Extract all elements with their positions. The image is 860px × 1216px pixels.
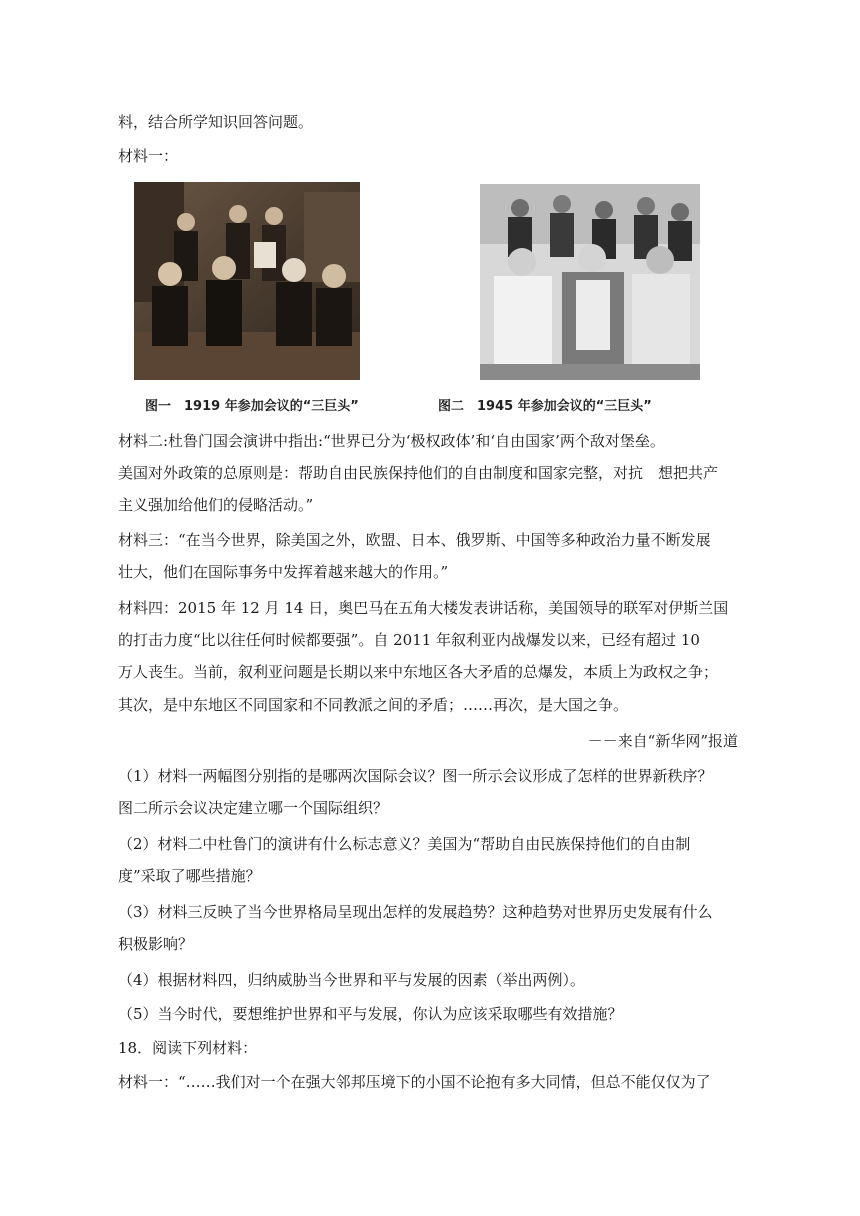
material2-line-1: 材料二:杜鲁门国会演讲中指出:“世界已分为‘极权政体’和‘自由国家’两个敌对堡垒。	[118, 432, 665, 450]
question-3-line-1: （3）材料三反映了当今世界格局呈现出怎样的发展趋势？这种趋势对世界历史发展有什么	[118, 903, 713, 921]
material4-line-4: 其次，是中东地区不同国家和不同教派之间的矛盾；……再次，是大国之争。	[118, 696, 629, 714]
q18-material1-line-1: 材料一：“……我们对一个在强大邻邦压境下的小国不论抱有多大同情，但总不能仅仅为了	[118, 1073, 711, 1091]
intro-line: 料，结合所学知识回答问题。	[118, 113, 314, 131]
question-5: （5）当今时代，要想维护世界和平与发展，你认为应该采取哪些有效措施？	[118, 1005, 623, 1023]
question-2-line-1: （2）材料二中杜鲁门的演讲有什么标志意义？美国为“帮助自由民族保持他们的自由制	[118, 835, 691, 853]
figure1-caption: 图一 1919 年参加会议的“三巨头”	[145, 399, 359, 414]
source-note: －－来自“新华网”报道	[587, 732, 738, 750]
material2-line-3: 主义强加给他们的侵略活动。”	[118, 496, 314, 514]
question-1-line-1: （1）材料一两幅图分别指的是哪两次国际会议？图一所示会议形成了怎样的世界新秩序？	[118, 767, 713, 785]
figure2-caption: 图二 1945 年参加会议的“三巨头”	[438, 399, 652, 414]
material3-line-1: 材料三：“在当今世界，除美国之外，欧盟、日本、俄罗斯、中国等多种政治力量不断发展	[118, 531, 711, 549]
material4-line-1: 材料四：2015 年 12 月 14 日，奥巴马在五角大楼发表讲话称，美国领导的联军对伊斯兰国	[118, 599, 729, 617]
question-2-line-2: 度”采取了哪些措施？	[118, 867, 261, 885]
material4-line-2: 的打击力度“比以往任何时候都要强”。自 2011 年叙利亚内战爆发以来，已经有超过 10	[118, 631, 700, 649]
material1-label: 材料一：	[118, 147, 179, 165]
material3-line-2: 壮大，他们在国际事务中发挥着越来越大的作用。”	[118, 563, 449, 581]
question-3-line-2: 积极影响？	[118, 935, 194, 953]
question-4: （4）根据材料四，归纳威胁当今世界和平与发展的因素（举出两例）。	[118, 971, 586, 989]
question-1-line-2: 图二所示会议决定建立哪一个国际组织？	[118, 799, 389, 817]
material2-line-2: 美国对外政策的总原则是：帮助自由民族保持他们的自由制度和国家完整，对抗 想把共产	[118, 464, 719, 482]
photo-1945-big-three	[480, 184, 700, 380]
q18-title: 18．阅读下列材料：	[118, 1039, 258, 1057]
material4-line-3: 万人丧生。当前，叙利亚问题是长期以来中东地区各大矛盾的总爆发，本质上为政权之争；	[118, 663, 719, 681]
photo-1919-big-three	[134, 182, 360, 380]
